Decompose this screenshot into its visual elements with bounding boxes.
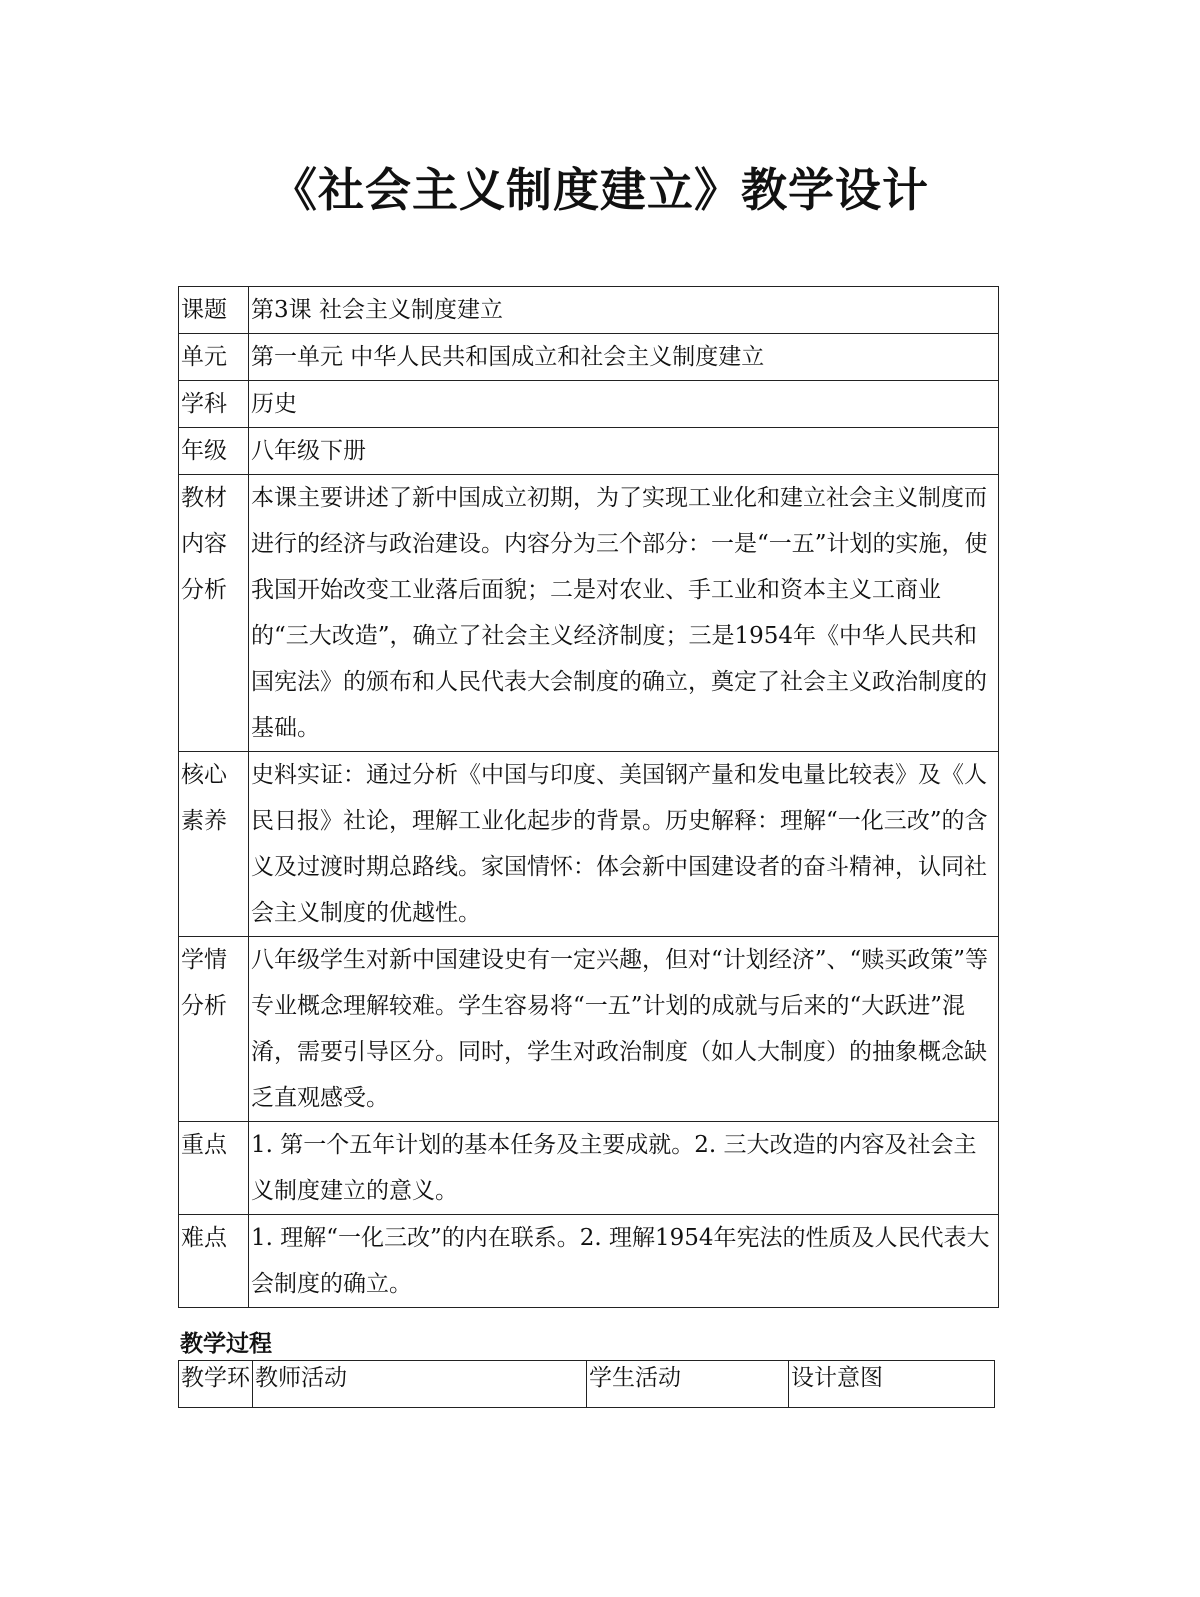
row-value-core-literacy: 史料实证：通过分析《中国与印度、美国钢产量和发电量比较表》及《人民日报》社论，理解工业化起步的背景。历史解释：理解“一化三改”的含义及过渡时期总路线。家国情怀：体会新中国建设者的奋斗精神，认同社会主义制度的优越性。 [249,752,999,937]
row-value-subject: 历史 [249,381,999,428]
row-label-difficulties: 难点 [179,1215,249,1308]
table-row [179,381,999,428]
table-row [179,752,999,937]
table-row [179,287,999,334]
row-value-student-analysis: 八年级学生对新中国建设史有一定兴趣，但对“计划经济”、“赎买政策”等专业概念理解较难。学生容易将“一五”计划的成就与后来的“大跃进”混淆，需要引导区分。同时，学生对政治制度（如人大制度）的抽象概念缺乏直观感受。 [249,937,999,1122]
row-label-key-points: 重点 [179,1122,249,1215]
row-label-unit: 单元 [179,334,249,381]
row-label-grade: 年级 [179,428,249,475]
row-value-unit: 第一单元 中华人民共和国成立和社会主义制度建立 [249,334,999,381]
row-value-key-points: 1. 第一个五年计划的基本任务及主要成就。2. 三大改造的内容及社会主义制度建立的意义。 [249,1122,999,1215]
lesson-info-table [178,286,999,1308]
table-row [179,334,999,381]
table-row [179,1215,999,1308]
table-header-row [179,1361,995,1408]
row-label-subject: 学科 [179,381,249,428]
row-value-content-analysis: 本课主要讲述了新中国成立初期，为了实现工业化和建立社会主义制度而进行的经济与政治建设。内容分为三个部分：一是“一五”计划的实施，使我国开始改变工业落后面貌；二是对农业、手工业和资本主义工商业的“三大改造”，确立了社会主义经济制度；三是1954年《中华人民共和国宪法》的颁布和人民代表大会制度的确立，奠定了社会主义政治制度的基础。 [249,475,999,752]
row-label-core-literacy: 核心素养 [179,752,249,937]
row-label-student-analysis: 学情分析 [179,937,249,1122]
teaching-process-table [178,1360,995,1408]
table-row [179,475,999,752]
header-design-intent: 设计意图 [789,1361,995,1408]
row-value-difficulties: 1. 理解“一化三改”的内在联系。2. 理解1954年宪法的性质及人民代表大会制度的确立。 [249,1215,999,1308]
table-row [179,937,999,1122]
teaching-process-heading: 教学过程 [180,1331,272,1357]
header-student-activity: 学生活动 [587,1361,789,1408]
row-value-grade: 八年级下册 [249,428,999,475]
row-label-topic: 课题 [179,287,249,334]
header-teacher-activity: 教师活动 [253,1361,587,1408]
table-row [179,428,999,475]
header-teaching-stage: 教学环 [179,1361,253,1408]
page-title: 《社会主义制度建立》教学设计 [271,163,929,217]
row-value-topic: 第3课 社会主义制度建立 [249,287,999,334]
row-label-content-analysis: 教材内容分析 [179,475,249,752]
table-row [179,1122,999,1215]
